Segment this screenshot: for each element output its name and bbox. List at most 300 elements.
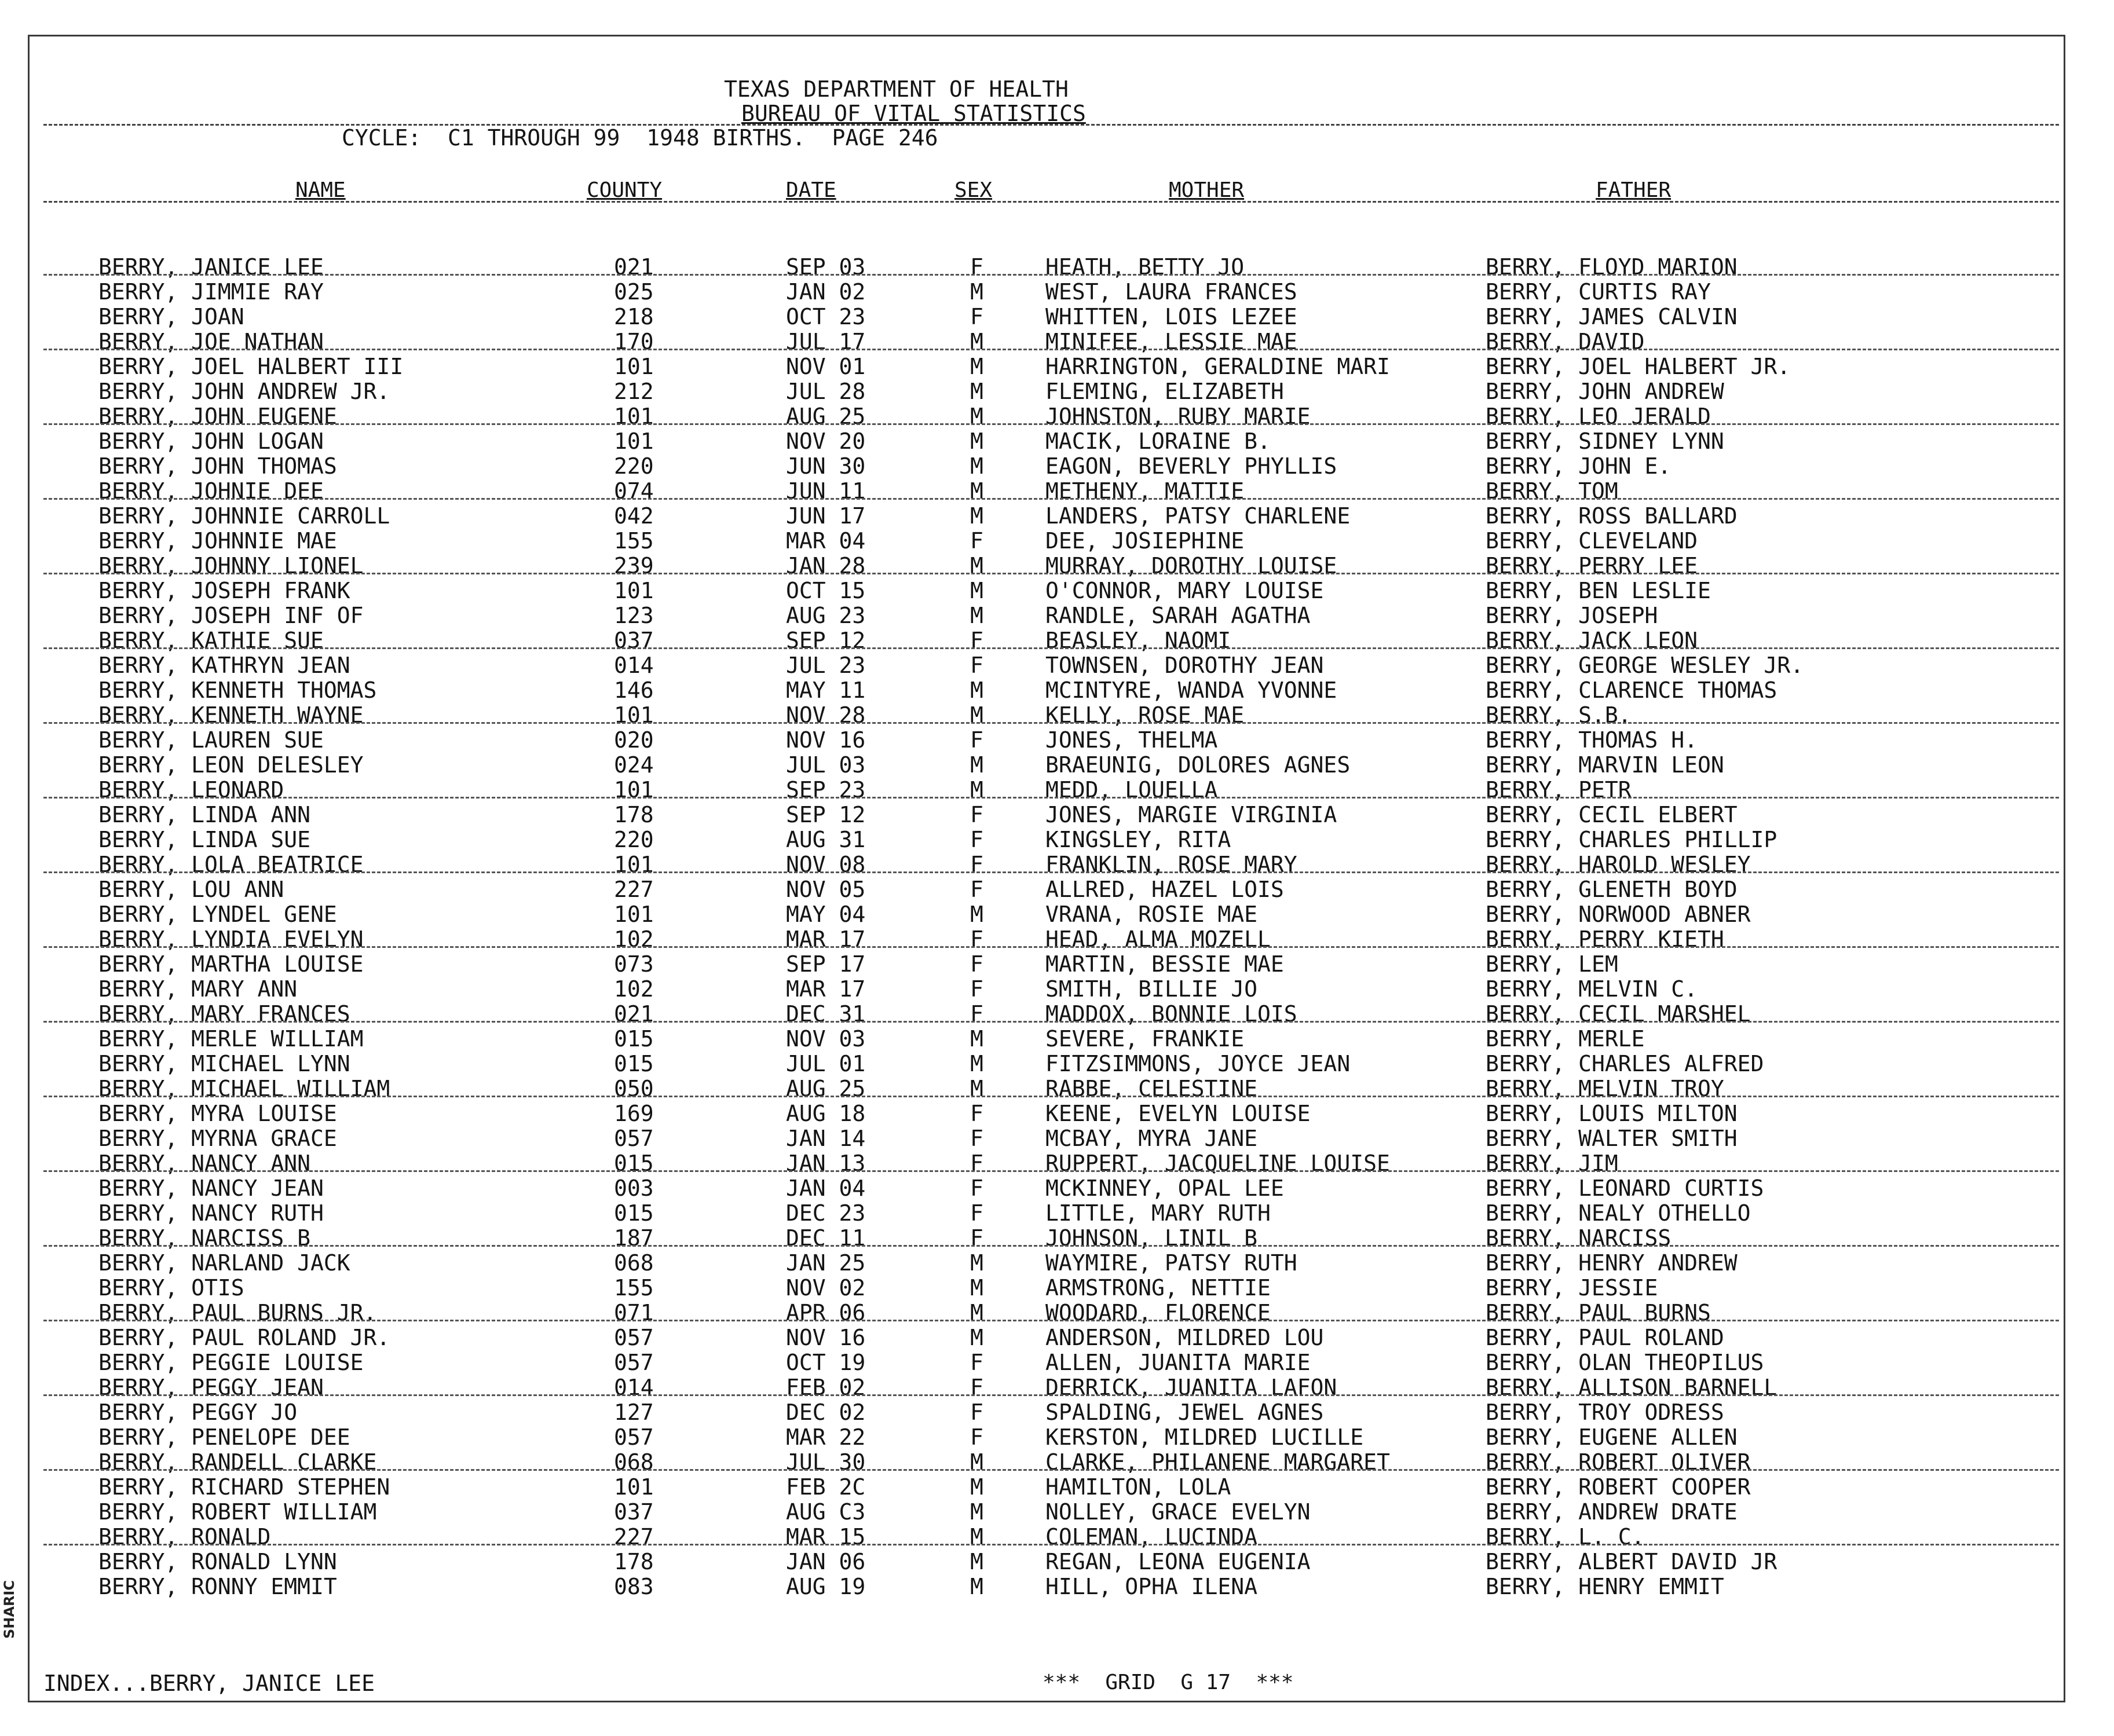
record-father: BERRY, HENRY ANDREW (1486, 1250, 1738, 1276)
record-sex: F (970, 1350, 983, 1375)
record-county: 220 (614, 827, 654, 852)
record-county: 021 (614, 254, 654, 280)
record-father: BERRY, MARVIN LEON (1486, 752, 1724, 778)
record-county: 024 (614, 752, 654, 778)
table-row (0, 778, 2114, 803)
record-father: BERRY, CLEVELAND (1486, 528, 1698, 554)
record-county: 015 (614, 1200, 654, 1226)
column-header-name: NAME (295, 178, 346, 202)
record-sex: F (970, 1375, 983, 1400)
record-sex: M (970, 279, 983, 305)
record-mother: DERRICK, JUANITA LAFON (1045, 1375, 1337, 1400)
record-name: BERRY, MARTHA LOUISE (98, 951, 364, 977)
table-row (0, 902, 2114, 927)
record-father: BERRY, THOMAS H. (1486, 727, 1698, 753)
table-row (0, 1151, 2114, 1176)
record-date: OCT 15 (786, 578, 866, 603)
record-county: 212 (614, 379, 654, 404)
column-header-father: FATHER (1596, 178, 1672, 202)
record-county: 102 (614, 976, 654, 1002)
record-date: DEC 23 (786, 1200, 866, 1226)
record-father: BERRY, NARCISS (1486, 1225, 1672, 1251)
record-name: BERRY, JOHN LOGAN (98, 428, 324, 454)
row-divider (43, 573, 2059, 574)
record-mother: RABBE, CELESTINE (1045, 1076, 1258, 1101)
record-name: BERRY, NANCY JEAN (98, 1175, 324, 1201)
record-date: JUL 17 (786, 329, 866, 354)
record-mother: RUPPERT, JACQUELINE LOUISE (1045, 1151, 1390, 1176)
record-name: BERRY, MYRNA GRACE (98, 1126, 337, 1151)
record-mother: MARTIN, BESSIE MAE (1045, 951, 1284, 977)
row-divider (43, 1096, 2059, 1097)
record-father: BERRY, ALLISON BARNELL (1486, 1375, 1777, 1400)
table-row (0, 504, 2114, 529)
record-date: NOV 08 (786, 852, 866, 877)
record-father: BERRY, EUGENE ALLEN (1486, 1424, 1738, 1450)
record-name: BERRY, MARY ANN (98, 976, 298, 1002)
record-county: 015 (614, 1026, 654, 1052)
record-date: SEP 03 (786, 254, 866, 280)
table-row (0, 529, 2114, 554)
record-sex: F (970, 727, 983, 753)
record-father: BERRY, JAMES CALVIN (1486, 304, 1738, 329)
record-name: BERRY, JIMMIE RAY (98, 279, 324, 305)
record-county: 101 (614, 777, 654, 803)
record-date: JAN 25 (786, 1250, 866, 1276)
record-father: BERRY, ROSS BALLARD (1486, 503, 1738, 529)
record-county: 101 (614, 578, 654, 603)
record-mother: JOHNSTON, RUBY MARIE (1045, 404, 1311, 429)
row-divider (43, 349, 2059, 350)
record-father: BERRY, MELVIN TROY (1486, 1076, 1724, 1101)
record-county: 073 (614, 951, 654, 977)
record-sex: F (970, 1101, 983, 1126)
record-sex: M (970, 1574, 983, 1599)
record-name: BERRY, MICHAEL LYNN (98, 1051, 350, 1076)
record-county: 220 (614, 453, 654, 479)
record-mother: KELLY, ROSE MAE (1045, 702, 1245, 728)
record-county: 227 (614, 877, 654, 902)
table-row (0, 1052, 2114, 1076)
record-father: BERRY, JOEL HALBERT JR. (1486, 354, 1791, 379)
margin-stamp: SHARIC (1, 1580, 17, 1639)
record-county: 014 (614, 1375, 654, 1400)
record-county: 003 (614, 1175, 654, 1201)
row-divider (43, 722, 2059, 724)
record-father: BERRY, OLAN THEOPILUS (1486, 1350, 1764, 1375)
record-sex: F (970, 254, 983, 280)
record-sex: F (970, 877, 983, 902)
table-row (0, 1400, 2114, 1425)
table-row (0, 1176, 2114, 1201)
record-mother: MEDD, LOUELLA (1045, 777, 1218, 803)
row-divider (43, 1021, 2059, 1023)
record-father: BERRY, JOHN E. (1486, 453, 1672, 479)
record-date: NOV 02 (786, 1275, 866, 1301)
table-row (0, 1276, 2114, 1301)
record-mother: JONES, MARGIE VIRGINIA (1045, 802, 1337, 827)
record-name: BERRY, PENELOPE DEE (98, 1424, 350, 1450)
record-father: BERRY, TOM (1486, 478, 1618, 504)
record-date: JAN 14 (786, 1126, 866, 1151)
record-name: BERRY, JOHNNIE MAE (98, 528, 337, 554)
table-row (0, 554, 2114, 578)
record-name: BERRY, NANCY RUTH (98, 1200, 324, 1226)
record-mother: WAYMIRE, PATSY RUTH (1045, 1250, 1297, 1276)
record-date: FEB 02 (786, 1375, 866, 1400)
record-name: BERRY, NARLAND JACK (98, 1250, 350, 1276)
record-father: BERRY, CHARLES ALFRED (1486, 1051, 1764, 1076)
record-father: BERRY, LEO JERALD (1486, 404, 1711, 429)
record-mother: VRANA, ROSIE MAE (1045, 902, 1258, 927)
table-row (0, 1002, 2114, 1027)
record-date: JUN 30 (786, 453, 866, 479)
record-sex: M (970, 478, 983, 504)
record-mother: FRANKLIN, ROSE MARY (1045, 852, 1297, 877)
record-mother: EAGON, BEVERLY PHYLLIS (1045, 453, 1337, 479)
table-row (0, 1325, 2114, 1350)
table-row (0, 305, 2114, 329)
grid-footer: *** GRID G 17 *** (1043, 1671, 1294, 1694)
record-county: 187 (614, 1225, 654, 1251)
table-row (0, 1076, 2114, 1101)
table-row (0, 877, 2114, 902)
record-name: BERRY, LEONARD (98, 777, 284, 803)
record-mother: HEATH, BETTY JO (1045, 254, 1245, 280)
record-mother: METHENY, MATTIE (1045, 478, 1245, 504)
record-father: BERRY, WALTER SMITH (1486, 1126, 1738, 1151)
record-name: BERRY, JOE NATHAN (98, 329, 324, 354)
record-mother: HEAD, ALMA MOZELL (1045, 926, 1271, 952)
record-name: BERRY, LINDA ANN (98, 802, 311, 827)
record-name: BERRY, JOHN THOMAS (98, 453, 337, 479)
table-row (0, 354, 2114, 379)
record-father: BERRY, PAUL BURNS (1486, 1300, 1711, 1325)
record-sex: M (970, 1275, 983, 1301)
record-mother: MADDOX, BONNIE LOIS (1045, 1001, 1297, 1027)
table-row (0, 1226, 2114, 1251)
record-sex: F (970, 827, 983, 852)
record-mother: MCBAY, MYRA JANE (1045, 1126, 1258, 1151)
record-date: SEP 12 (786, 802, 866, 827)
record-father: BERRY, FLOYD MARION (1486, 254, 1738, 280)
record-mother: SMITH, BILLIE JO (1045, 976, 1258, 1002)
record-sex: M (970, 902, 983, 927)
record-sex: F (970, 653, 983, 678)
record-date: JUN 11 (786, 478, 866, 504)
record-mother: TOWNSEN, DOROTHY JEAN (1045, 653, 1324, 678)
record-sex: F (970, 1175, 983, 1201)
record-father: BERRY, LEONARD CURTIS (1486, 1175, 1764, 1201)
record-date: AUG 23 (786, 603, 866, 628)
record-father: BERRY, JIM (1486, 1151, 1618, 1176)
record-county: 169 (614, 1101, 654, 1126)
record-father: BERRY, GEORGE WESLEY JR. (1486, 653, 1804, 678)
record-father: BERRY, JACK LEON (1486, 628, 1698, 653)
record-name: BERRY, JOAN (98, 304, 244, 329)
record-date: MAR 17 (786, 976, 866, 1002)
record-name: BERRY, JOHNNIE CARROLL (98, 503, 390, 529)
record-father: BERRY, NEALY OTHELLO (1486, 1200, 1751, 1226)
record-county: 068 (614, 1449, 654, 1475)
record-date: APR 06 (786, 1300, 866, 1325)
record-sex: M (970, 1549, 983, 1574)
row-divider (43, 423, 2059, 425)
record-name: BERRY, NARCISS B (98, 1225, 311, 1251)
record-father: BERRY, S.B. (1486, 702, 1632, 728)
record-father: BERRY, PERRY KIETH (1486, 926, 1724, 952)
record-father: BERRY, LOUIS MILTON (1486, 1101, 1738, 1126)
record-father: BERRY, CHARLES PHILLIP (1486, 827, 1777, 852)
column-header-mother: MOTHER (1169, 178, 1245, 202)
record-date: NOV 20 (786, 428, 866, 454)
record-county: 025 (614, 279, 654, 305)
record-county: 170 (614, 329, 654, 354)
record-sex: M (970, 1051, 983, 1076)
table-row (0, 1027, 2114, 1052)
record-date: NOV 16 (786, 727, 866, 753)
record-mother: JONES, THELMA (1045, 727, 1218, 753)
record-sex: M (970, 777, 983, 803)
row-divider (43, 1394, 2059, 1396)
record-date: SEP 23 (786, 777, 866, 803)
record-county: 050 (614, 1076, 654, 1101)
record-mother: KERSTON, MILDRED LUCILLE (1045, 1424, 1364, 1450)
record-sex: F (970, 852, 983, 877)
record-county: 101 (614, 702, 654, 728)
record-mother: ANDERSON, MILDRED LOU (1045, 1325, 1324, 1350)
record-name: BERRY, RANDELL CLARKE (98, 1449, 377, 1475)
record-date: DEC 02 (786, 1400, 866, 1425)
record-sex: F (970, 926, 983, 952)
record-name: BERRY, OTIS (98, 1275, 244, 1301)
table-row (0, 827, 2114, 852)
record-mother: BEASLEY, NAOMI (1045, 628, 1231, 653)
record-mother: CLARKE, PHILANENE MARGARET (1045, 1449, 1390, 1475)
record-county: 020 (614, 727, 654, 753)
record-sex: F (970, 304, 983, 329)
record-sex: M (970, 677, 983, 703)
record-mother: WEST, LAURA FRANCES (1045, 279, 1297, 305)
record-mother: SEVERE, FRANKIE (1045, 1026, 1245, 1052)
record-mother: ALLEN, JUANITA MARIE (1045, 1350, 1311, 1375)
record-name: BERRY, JANICE LEE (98, 254, 324, 280)
record-father: BERRY, ROBERT OLIVER (1486, 1449, 1751, 1475)
record-date: MAY 04 (786, 902, 866, 927)
row-divider (43, 1469, 2059, 1471)
record-father: BERRY, MELVIN C. (1486, 976, 1698, 1002)
record-name: BERRY, MARY FRANCES (98, 1001, 350, 1027)
department-title: TEXAS DEPARTMENT OF HEALTH (724, 76, 1069, 102)
record-county: 155 (614, 528, 654, 554)
record-county: 021 (614, 1001, 654, 1027)
record-date: NOV 28 (786, 702, 866, 728)
table-row (0, 479, 2114, 504)
record-county: 015 (614, 1151, 654, 1176)
record-sex: M (970, 752, 983, 778)
table-row (0, 1425, 2114, 1450)
record-sex: F (970, 802, 983, 827)
record-father: BERRY, PERRY LEE (1486, 553, 1698, 578)
record-father: BERRY, LEM (1486, 951, 1618, 977)
row-divider (43, 946, 2059, 948)
record-name: BERRY, LYNDEL GENE (98, 902, 337, 927)
record-county: 057 (614, 1325, 654, 1350)
record-mother: KINGSLEY, RITA (1045, 827, 1231, 852)
bureau-title: BUREAU OF VITAL STATISTICS (741, 101, 1086, 126)
table-row (0, 753, 2114, 778)
record-county: 102 (614, 926, 654, 952)
record-name: BERRY, JOHN EUGENE (98, 404, 337, 429)
record-sex: M (970, 1250, 983, 1276)
record-date: JUL 01 (786, 1051, 866, 1076)
record-mother: HARRINGTON, GERALDINE MARI (1045, 354, 1390, 379)
table-row (0, 703, 2114, 728)
row-divider (43, 274, 2059, 276)
record-father: BERRY, PAUL ROLAND (1486, 1325, 1724, 1350)
table-row (0, 1375, 2114, 1400)
record-county: 178 (614, 1549, 654, 1574)
record-name: BERRY, RONALD (98, 1524, 271, 1550)
record-mother: MACIK, LORAINE B. (1045, 428, 1271, 454)
record-county: 146 (614, 677, 654, 703)
record-date: OCT 23 (786, 304, 866, 329)
record-county: 101 (614, 902, 654, 927)
record-mother: ALLRED, HAZEL LOIS (1045, 877, 1284, 902)
record-sex: M (970, 503, 983, 529)
table-row (0, 1126, 2114, 1151)
record-name: BERRY, PEGGIE LOUISE (98, 1350, 364, 1375)
record-county: 101 (614, 1474, 654, 1500)
table-row (0, 255, 2114, 280)
table-row (0, 977, 2114, 1002)
record-mother: O'CONNOR, MARY LOUISE (1045, 578, 1324, 603)
record-county: 218 (614, 304, 654, 329)
record-sex: F (970, 1424, 983, 1450)
record-date: DEC 11 (786, 1225, 866, 1251)
table-row (0, 280, 2114, 305)
record-mother: WHITTEN, LOIS LEZEE (1045, 304, 1297, 329)
record-father: BERRY, PETR (1486, 777, 1632, 803)
record-sex: M (970, 428, 983, 454)
record-date: MAR 22 (786, 1424, 866, 1450)
index-footer: INDEX...BERRY, JANICE LEE (43, 1671, 375, 1696)
table-row (0, 803, 2114, 827)
record-mother: MINIFEE, LESSIE MAE (1045, 329, 1297, 354)
record-sex: F (970, 1151, 983, 1176)
record-name: BERRY, RICHARD STEPHEN (98, 1474, 390, 1500)
table-row (0, 1550, 2114, 1574)
record-father: BERRY, CECIL MARSHEL (1486, 1001, 1751, 1027)
record-date: JUL 28 (786, 379, 866, 404)
record-father: BERRY, TROY ODRESS (1486, 1400, 1724, 1425)
record-date: JUN 17 (786, 503, 866, 529)
column-header-sex: SEX (954, 178, 993, 202)
table-row (0, 1201, 2114, 1226)
record-sex: M (970, 329, 983, 354)
record-county: 057 (614, 1424, 654, 1450)
record-county: 239 (614, 553, 654, 578)
record-name: BERRY, RONALD LYNN (98, 1549, 337, 1574)
record-county: 074 (614, 478, 654, 504)
record-sex: F (970, 1126, 983, 1151)
table-row (0, 1251, 2114, 1276)
record-date: FEB 2C (786, 1474, 866, 1500)
column-header-date: DATE (786, 178, 836, 202)
record-father: BERRY, SIDNEY LYNN (1486, 428, 1724, 454)
record-mother: FLEMING, ELIZABETH (1045, 379, 1284, 404)
record-name: BERRY, LOU ANN (98, 877, 284, 902)
row-divider (43, 1245, 2059, 1247)
record-mother: FITZSIMMONS, JOYCE JEAN (1045, 1051, 1351, 1076)
record-name: BERRY, PAUL ROLAND JR. (98, 1325, 390, 1350)
record-county: 127 (614, 1400, 654, 1425)
record-county: 178 (614, 802, 654, 827)
record-date: AUG 25 (786, 404, 866, 429)
record-sex: F (970, 1400, 983, 1425)
record-name: BERRY, KENNETH WAYNE (98, 702, 364, 728)
record-date: NOV 03 (786, 1026, 866, 1052)
record-name: BERRY, LAUREN SUE (98, 727, 324, 753)
record-county: 227 (614, 1524, 654, 1550)
table-row (0, 852, 2114, 877)
table-row (0, 379, 2114, 404)
record-mother: COLEMAN, LUCINDA (1045, 1524, 1258, 1550)
table-row (0, 404, 2114, 429)
record-name: BERRY, LINDA SUE (98, 827, 311, 852)
row-divider (43, 498, 2059, 500)
record-date: JAN 06 (786, 1549, 866, 1574)
record-date: MAR 04 (786, 528, 866, 554)
record-county: 071 (614, 1300, 654, 1325)
record-mother: DEE, JOSIEPHINE (1045, 528, 1245, 554)
row-divider (43, 797, 2059, 799)
record-date: NOV 01 (786, 354, 866, 379)
record-county: 083 (614, 1574, 654, 1599)
record-name: BERRY, JOHN ANDREW JR. (98, 379, 390, 404)
record-sex: F (970, 528, 983, 554)
record-date: SEP 12 (786, 628, 866, 653)
record-county: 042 (614, 503, 654, 529)
row-divider (43, 1544, 2059, 1545)
record-sex: M (970, 553, 983, 578)
record-sex: M (970, 1026, 983, 1052)
record-mother: MCINTYRE, WANDA YVONNE (1045, 677, 1337, 703)
record-county: 068 (614, 1250, 654, 1276)
record-date: OCT 19 (786, 1350, 866, 1375)
record-father: BERRY, HAROLD WESLEY (1486, 852, 1751, 877)
record-mother: LANDERS, PATSY CHARLENE (1045, 503, 1351, 529)
record-mother: NOLLEY, GRACE EVELYN (1045, 1499, 1311, 1525)
record-county: 101 (614, 354, 654, 379)
record-sex: M (970, 1524, 983, 1550)
record-county: 057 (614, 1350, 654, 1375)
record-mother: WOODARD, FLORENCE (1045, 1300, 1271, 1325)
record-sex: M (970, 1499, 983, 1525)
record-sex: M (970, 404, 983, 429)
table-row (0, 952, 2114, 977)
record-sex: M (970, 603, 983, 628)
record-mother: SPALDING, JEWEL AGNES (1045, 1400, 1324, 1425)
record-mother: MURRAY, DOROTHY LOUISE (1045, 553, 1337, 578)
record-father: BERRY, JOHN ANDREW (1486, 379, 1724, 404)
table-row (0, 927, 2114, 952)
record-sex: F (970, 628, 983, 653)
record-father: BERRY, CECIL ELBERT (1486, 802, 1738, 827)
record-date: AUG 25 (786, 1076, 866, 1101)
table-row (0, 628, 2114, 653)
table-row (0, 578, 2114, 603)
